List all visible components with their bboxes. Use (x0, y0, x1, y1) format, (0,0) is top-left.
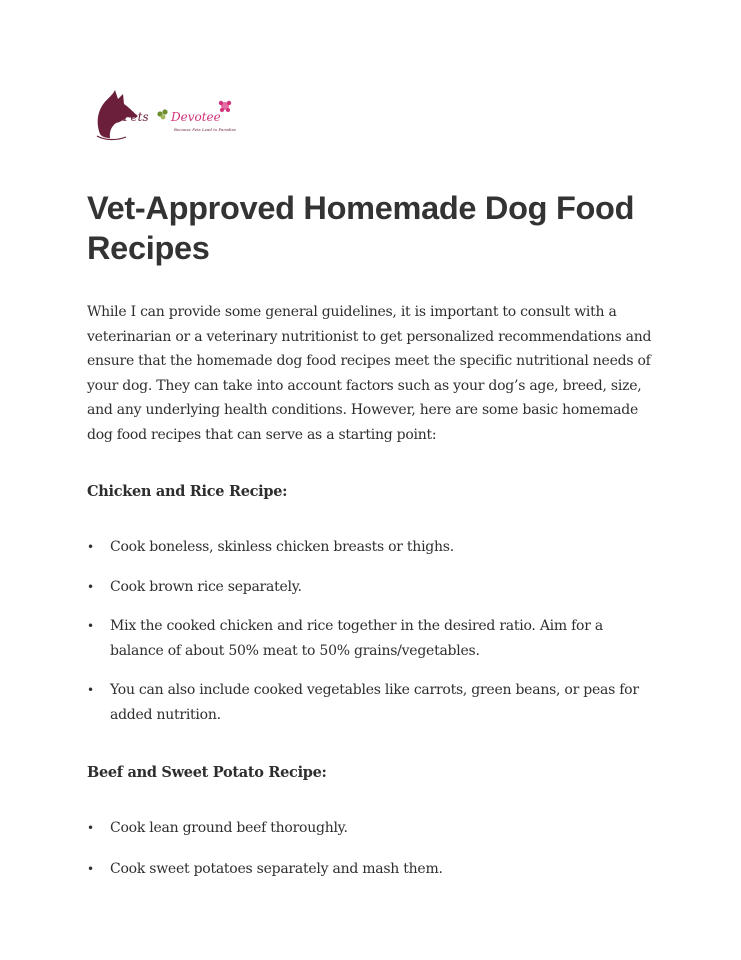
list-item: • Cook brown rice separately. (87, 575, 657, 600)
intro-paragraph: While I can provide some general guidelines, it is important to consult with a veterinarian or a veterinary nutritionist to get personalized recommendations and ensure that the homemade dog food recipes meet the specific nutritional needs of your dog. They can take into account factors such as your dog’s age, breed, size, and any underlying health conditions. However, here are some basic homemade dog food recipes that can serve as a starting point: (87, 304, 652, 443)
dog-head-icon (94, 86, 244, 142)
list-item: • Mix the cooked chicken and rice together in the desired ratio. Aim for a balance of about 50% meat to 50% grains/vegetables. (87, 614, 657, 663)
chicken-rice-steps (87, 535, 657, 728)
logo-brand-right: Devotee (171, 110, 221, 124)
section-heading-beef-sweet-potato: Beef and Sweet Potato Recipe: (87, 764, 327, 781)
logo-tagline: Because Pets Lead to Paradise (174, 127, 236, 132)
page-title: Vet-Approved Homemade Dog Food Recipes (87, 190, 635, 266)
list-item: • Cook lean ground beef thoroughly. (87, 816, 657, 841)
section-heading-chicken-rice: Chicken and Rice Recipe: (87, 483, 288, 500)
beef-sweet-potato-steps (87, 816, 657, 881)
list-item: • Cook boneless, skinless chicken breasts or thighs. (87, 535, 657, 560)
pets-devotee-logo (94, 86, 244, 142)
list-item: • Cook sweet potatoes separately and mash them. (87, 857, 657, 882)
list-item: • You can also include cooked vegetables like carrots, green beans, or peas for added nutrition. (87, 678, 657, 727)
logo-brand-left: Pets (123, 110, 149, 124)
